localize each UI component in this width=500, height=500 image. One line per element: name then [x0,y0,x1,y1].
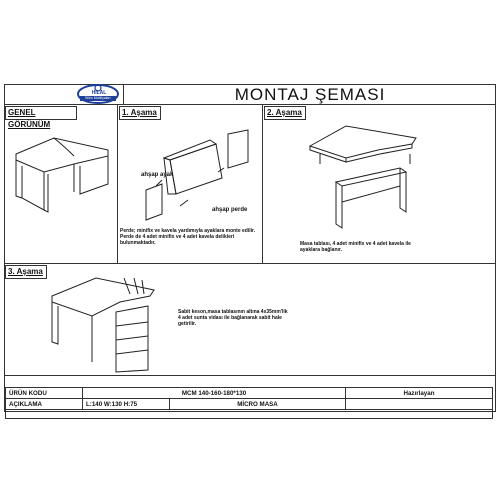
step3-drawing [50,276,170,376]
description: MİCRO MASA [237,400,278,408]
product-code: MCM 140-160-180*130 [181,389,247,397]
step2-label: 2. Aşama [264,106,306,120]
step1-label: 1. Aşama [119,106,161,120]
dimensions-cell [83,399,170,410]
description-label-cell [6,399,83,410]
prepared-by-cell [346,399,493,410]
divider-v2 [262,104,263,263]
step2-note: Masa tablası, 4 adet minifix ve 4 adet kavela ile ayaklara bağlanır. [300,241,411,253]
page-title: MONTAJ ŞEMASI [123,84,496,105]
step1-note: Perde; minifix ve kavela yardımıyla ayaklara monte edilir. Perde de 4 adet minifix ve 4 adet kavela delikleri bulunmaktadır. [120,228,256,246]
table-footer-row [6,410,493,419]
leg-label: ahşap ayak [141,172,174,178]
product-code-label-cell [6,388,83,399]
prepared-by-label-cell [346,388,493,399]
prepared-by-label: Hazırlayan [403,389,435,397]
info-table [5,387,493,419]
general-view-label: GENEL GÖRÜNÜM [5,106,77,120]
product-code-label: ÜRÜN KODU [9,389,47,397]
divider-v1 [117,104,118,263]
company-logo [76,84,120,104]
divider-top [4,104,495,105]
description-cell [170,399,346,410]
step3-label: 3. Aşama [5,265,47,279]
dimensions: L:140 W:130 H:75 [86,400,138,408]
product-code-cell [83,388,346,399]
logo-text: HİLAL [91,90,107,96]
step2-drawing [300,118,490,238]
general-view-drawing [14,126,114,226]
step3-note: Sabit keson,masa tablasının altına 4x35mm'lik 4 adet sunta vidası ile bağlanarak sabit hale getirilir. [178,309,288,327]
logo-subtext: Büro Mobilyaları [85,96,111,100]
step1-drawing [120,128,260,228]
description-label: AÇIKLAMA [9,400,42,408]
modesty-panel-label: ahşap perde [212,207,248,213]
divider-mid [4,263,495,264]
